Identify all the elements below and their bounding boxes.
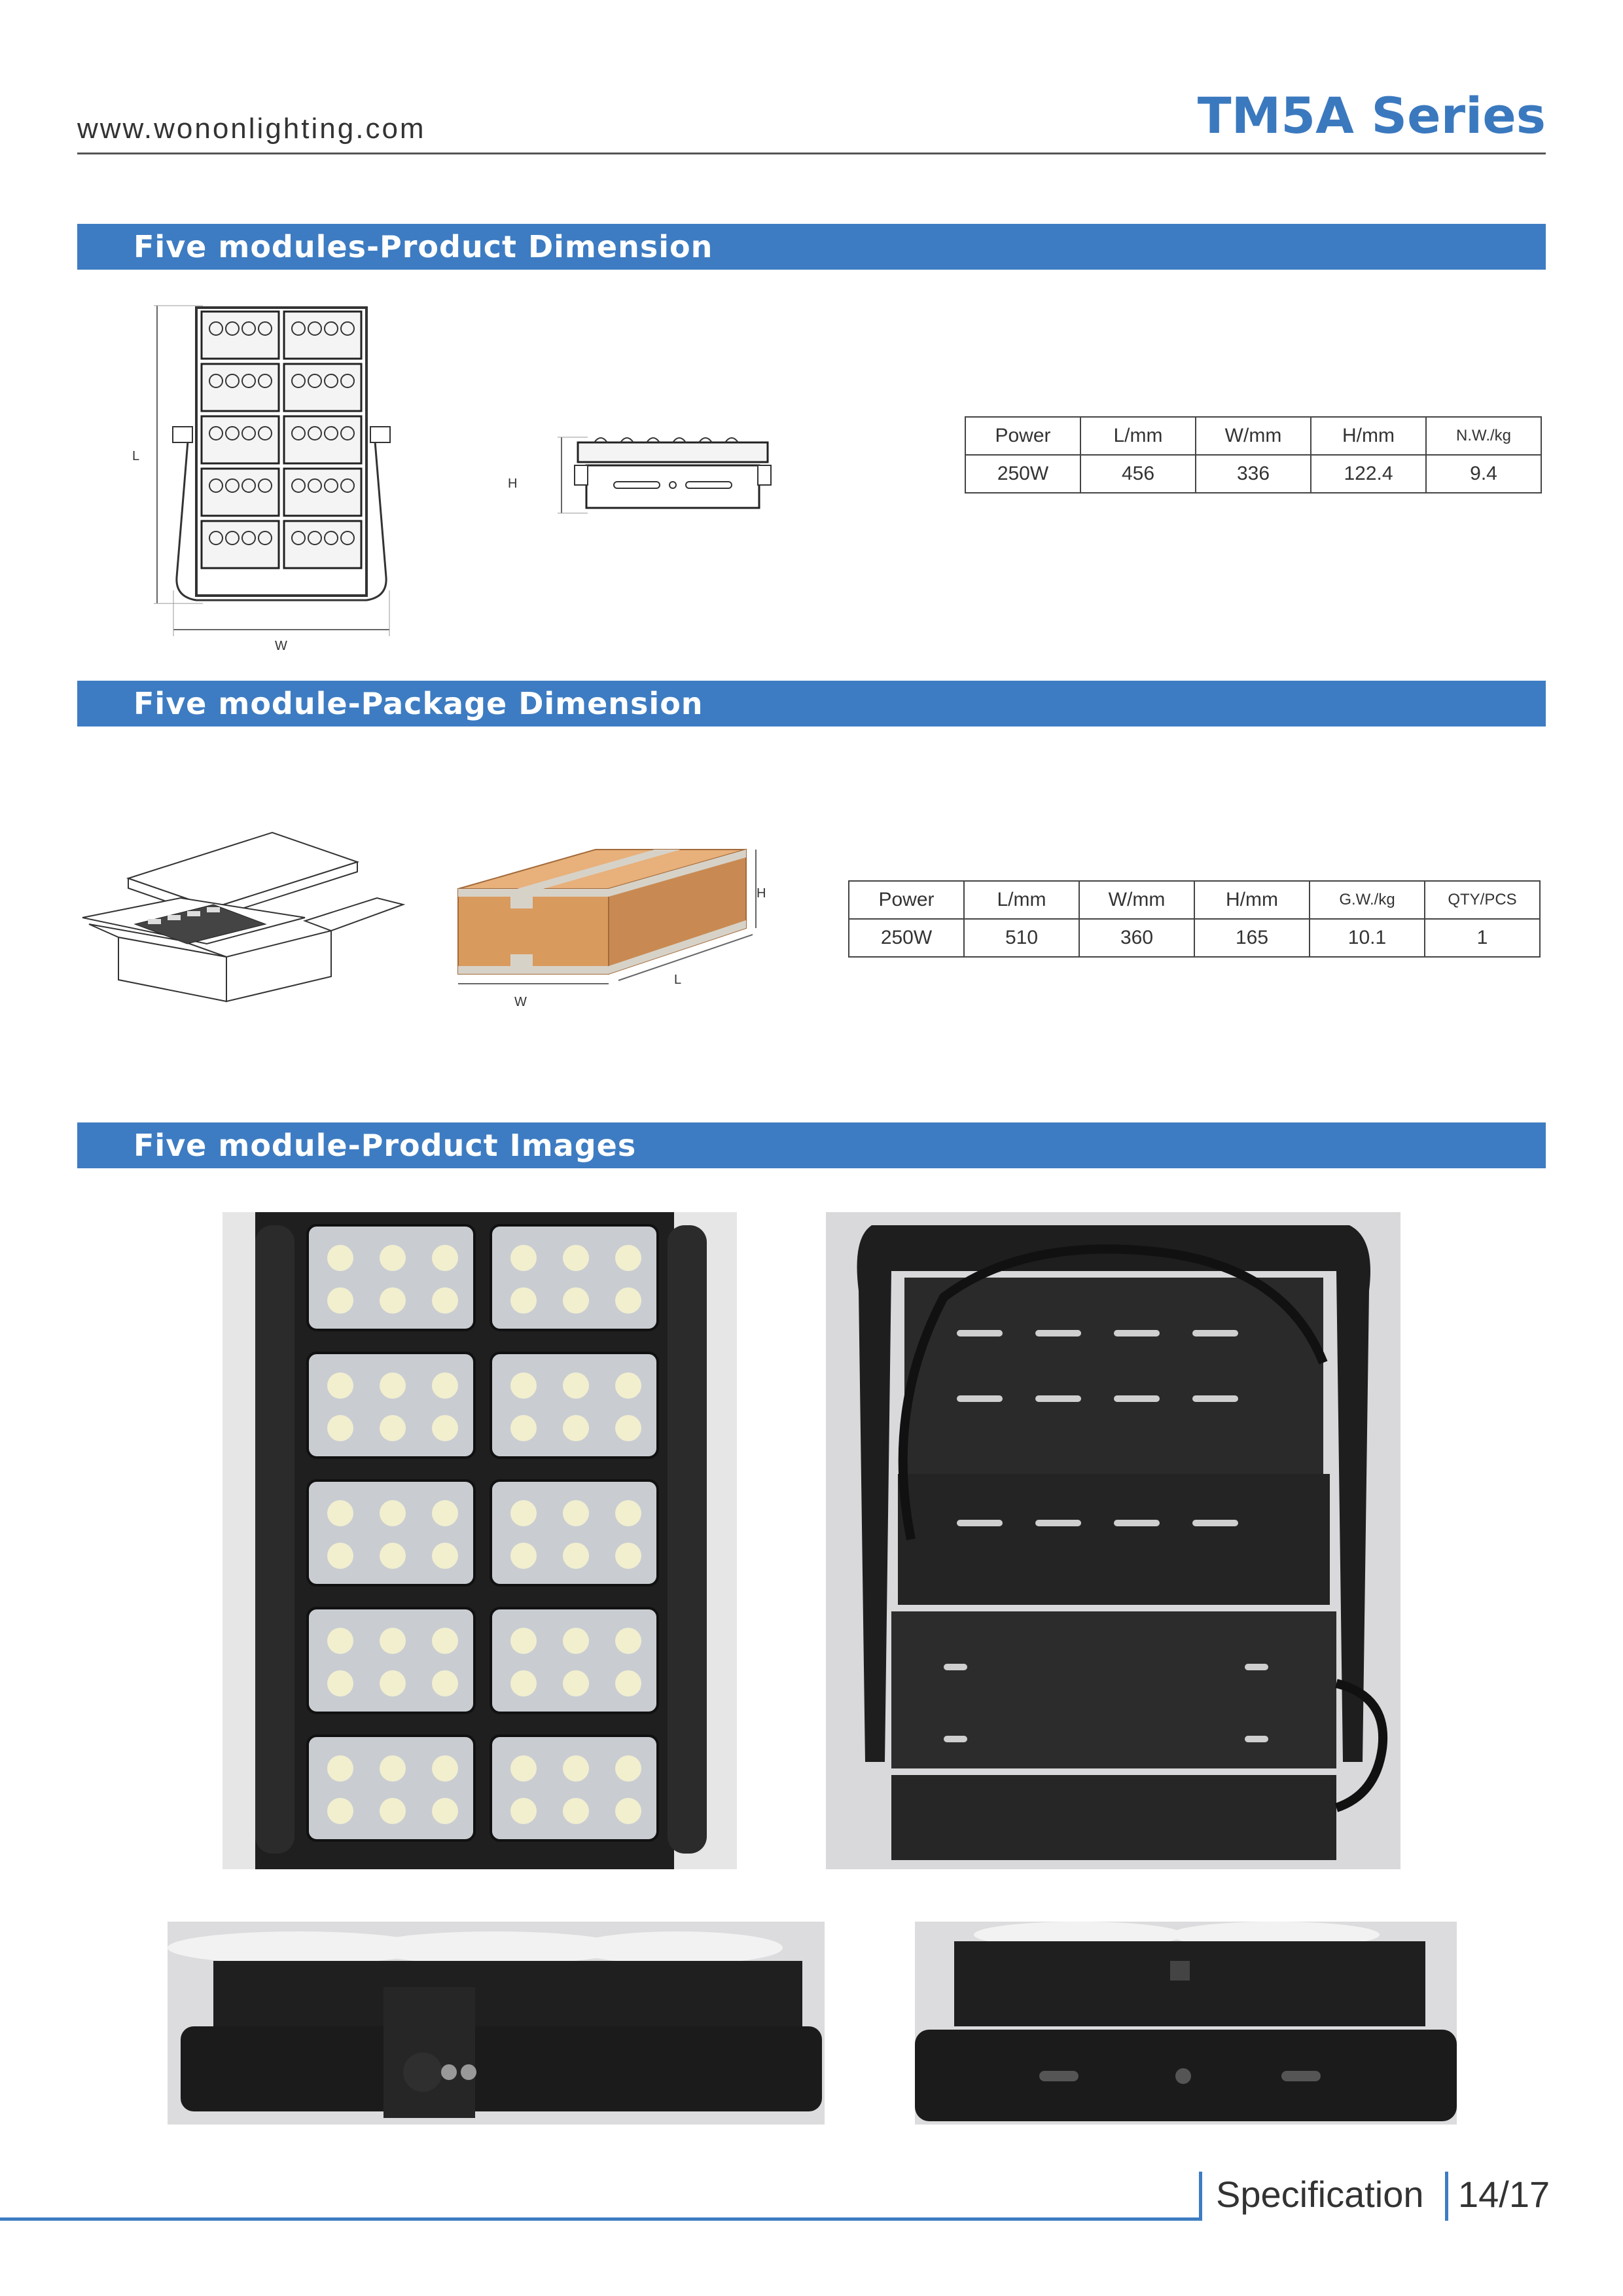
package-exploded-drawing bbox=[76, 826, 414, 1003]
table-cell: 360 bbox=[1079, 919, 1194, 957]
header-divider bbox=[77, 152, 1546, 154]
table-row bbox=[849, 919, 1540, 957]
table-header-cell: H/mm bbox=[1194, 881, 1310, 919]
product-dim-h-label: H bbox=[508, 476, 518, 491]
page-number: 14/17 bbox=[1458, 2174, 1550, 2215]
product-photo-side-right bbox=[915, 1922, 1457, 2125]
table-header-cell: N.W./kg bbox=[1426, 417, 1541, 455]
table-header-cell: W/mm bbox=[1196, 417, 1311, 455]
table-cell: 9.4 bbox=[1426, 455, 1541, 493]
product-dim-w-label: W bbox=[275, 639, 287, 653]
table-header-cell: W/mm bbox=[1079, 881, 1194, 919]
table-header-row bbox=[965, 417, 1541, 455]
package-carton-drawing bbox=[452, 843, 766, 1000]
product-dimension-table bbox=[965, 416, 1542, 493]
table-cell: 250W bbox=[965, 455, 1080, 493]
table-header-row bbox=[849, 881, 1540, 919]
table-cell: 10.1 bbox=[1310, 919, 1425, 957]
table-cell: 336 bbox=[1196, 455, 1311, 493]
series-title: TM5A Series bbox=[1197, 86, 1546, 145]
table-header-cell: QTY/PCS bbox=[1425, 881, 1540, 919]
section-heading-product-dimension: Five modules-Product Dimension bbox=[77, 224, 1546, 270]
table-cell: 456 bbox=[1080, 455, 1196, 493]
package-dimension-table bbox=[848, 880, 1541, 958]
package-dim-h-label: H bbox=[757, 886, 766, 901]
website-url[interactable]: www.wononlighting.com bbox=[77, 113, 426, 145]
product-dim-l-label: L bbox=[132, 449, 140, 463]
footer-divider bbox=[1199, 2172, 1202, 2221]
footer-rule bbox=[0, 2217, 1199, 2221]
table-header-cell: H/mm bbox=[1311, 417, 1426, 455]
package-dim-l-label: L bbox=[674, 973, 682, 987]
table-cell: 510 bbox=[964, 919, 1079, 957]
product-photo-back bbox=[826, 1212, 1400, 1869]
table-cell: 250W bbox=[849, 919, 964, 957]
table-cell: 122.4 bbox=[1311, 455, 1426, 493]
table-header-cell: L/mm bbox=[964, 881, 1079, 919]
product-photo-side-left bbox=[168, 1922, 825, 2125]
section-heading-package-dimension: Five module-Package Dimension bbox=[77, 681, 1546, 726]
table-header-cell: L/mm bbox=[1080, 417, 1196, 455]
product-photo-front bbox=[223, 1212, 737, 1869]
table-cell: 1 bbox=[1425, 919, 1540, 957]
section-heading-product-images: Five module-Product Images bbox=[77, 1122, 1546, 1168]
product-front-drawing bbox=[151, 302, 399, 643]
table-cell: 165 bbox=[1194, 919, 1310, 957]
table-header-cell: G.W./kg bbox=[1310, 881, 1425, 919]
product-side-drawing bbox=[548, 429, 784, 521]
table-header-cell: Power bbox=[965, 417, 1080, 455]
footer-section-label: Specification bbox=[1216, 2174, 1424, 2215]
package-dim-w-label: W bbox=[514, 995, 527, 1009]
table-header-cell: Power bbox=[849, 881, 964, 919]
table-row bbox=[965, 455, 1541, 493]
